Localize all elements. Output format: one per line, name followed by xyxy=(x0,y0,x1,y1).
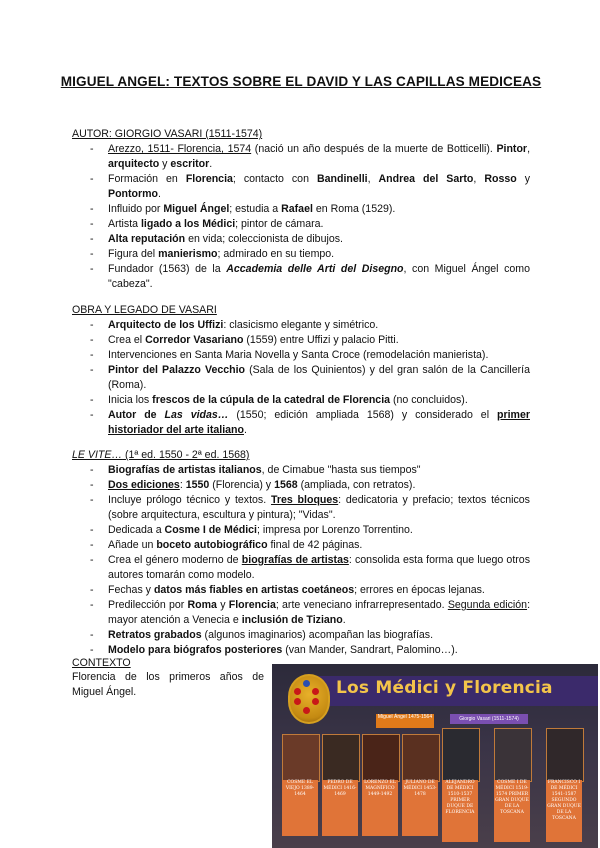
portrait-francisco xyxy=(546,728,584,782)
slide-title: Los Médici y Florencia xyxy=(336,678,553,698)
slide-tag-michelangelo: Miguel Ángel 1475-1564 xyxy=(376,714,434,728)
label-pedro: PEDRO DE MÉDICI 1416-1469 xyxy=(322,780,358,836)
label-cosme-viejo: COSME EL VIEJO 1389-1464 xyxy=(282,780,318,836)
list-item: - Crea el género moderno de biografías de artistas: consolida esta forma que luego otros autores tomarán como modelo. xyxy=(72,553,530,583)
list-item: - Arquitecto de los Uffizi: clasicismo elegante y simétrico. xyxy=(72,318,530,333)
list-item: - Crea el Corredor Vasariano (1559) entre Uffizi y palacio Pitti. xyxy=(72,333,530,348)
list-item: - Añade un boceto autobiográfico final de 42 páginas. xyxy=(72,538,530,553)
label-juliano: JULIANO DE MÉDICI 1453-1478 xyxy=(402,780,438,836)
list-item: - Figura del manierismo; admirado en su tiempo. xyxy=(72,247,530,262)
section-author xyxy=(72,127,530,292)
label-francisco: FRANCISCO I DE MÉDICI 1541-1587 SEGUNDO GRAN DUQUE DE LA TOSCANA xyxy=(546,780,582,842)
crest-ball-icon xyxy=(294,698,301,705)
list-item: - Incluye prólogo técnico y textos. Tres bloques: dedicatoria y prefacio; textos técnicos (sobre arquitectura, escultura y pintura); "Vidas". xyxy=(72,493,530,523)
portrait-pedro xyxy=(322,734,360,782)
list-item: - Formación en Florencia; contacto con Bandinelli, Andrea del Sarto, Rosso y Pontormo. xyxy=(72,172,530,202)
list-item: - Modelo para biógrafos posteriores (van Mander, Sandrart, Palomino…). xyxy=(72,643,530,658)
list-item: - Dos ediciones: 1550 (Florencia) y 1568 (ampliada, con retratos). xyxy=(72,478,530,493)
crest-ball-icon xyxy=(303,680,310,687)
works-list xyxy=(72,318,530,438)
list-item: - Pintor del Palazzo Vecchio (Sala de los Quinientos) y del gran salón de la Cancillería (Roma). xyxy=(72,363,530,393)
list-item: - Artista ligado a los Médici; pintor de cámara. xyxy=(72,217,530,232)
crest-ball-icon xyxy=(294,688,301,695)
list-item: - Autor de Las vidas… (1550; edición ampliada 1568) y considerado el primer historiador del arte italiano. xyxy=(72,408,530,438)
portrait-alejandro xyxy=(442,728,480,782)
slide-photo xyxy=(272,664,598,848)
list-item: - Alta reputación en vida; coleccionista de dibujos. xyxy=(72,232,530,247)
crest-ball-icon xyxy=(312,688,319,695)
list-item: - Arezzo, 1511- Florencia, 1574 (nació un año después de la muerte de Botticelli). Pintor, arquitecto y escritor. xyxy=(72,142,530,172)
crest-ball-icon xyxy=(303,707,310,714)
author-list xyxy=(72,142,530,292)
list-item: - Intervenciones en Santa Maria Novella y Santa Croce (remodelación manierista). xyxy=(72,348,530,363)
portrait-cosme-viejo xyxy=(282,734,320,782)
list-item: - Fechas y datos más fiables en artistas coetáneos; errores en épocas lejanas. xyxy=(72,583,530,598)
label-alejandro: ALEJANDRO DE MÉDICI 1510-1537 PRIMER DUQUE DE FLORENCIA xyxy=(442,780,478,842)
page-title: MIGUEL ANGEL: TEXTOS SOBRE EL DAVID Y LAS CAPILLAS MEDICEAS xyxy=(60,74,542,89)
section-heading-context: CONTEXTO xyxy=(72,657,131,669)
slide-tag-vasari: Giorgio Vasari (1511-1574) xyxy=(450,714,528,724)
list-item: - Retratos grabados (algunos imaginarios) acompañan las biografías. xyxy=(72,628,530,643)
list-item: - Influido por Miguel Ángel; estudia a Rafael en Roma (1529). xyxy=(72,202,530,217)
portrait-juliano xyxy=(402,734,440,782)
label-lorenzo: LORENZO EL MAGNÍFICO 1449-1492 xyxy=(362,780,398,836)
portrait-cosme-i xyxy=(494,728,532,782)
section-heading-works: OBRA Y LEGADO DE VASARI xyxy=(72,304,217,316)
portrait-lorenzo xyxy=(362,734,400,782)
crest-ball-icon xyxy=(312,698,319,705)
list-item: - Inicia los frescos de la cúpula de la catedral de Florencia (no concluidos). xyxy=(72,393,530,408)
list-item: - Predilección por Roma y Florencia; arte veneciano infrarrepresentado. Segunda edición: mayor atención a Venecia e inclusión de Tiziano. xyxy=(72,598,530,628)
section-heading-author: AUTOR: GIORGIO VASARI (1511-1574) xyxy=(72,128,263,140)
section-heading-vite: LE VITE… (1ª ed. 1550 - 2ª ed. 1568) xyxy=(72,449,250,461)
section-vite xyxy=(72,448,530,658)
list-item: - Dedicada a Cosme I de Médici; impresa por Lorenzo Torrentino. xyxy=(72,523,530,538)
label-cosme-i: COSME I DE MÉDICI 1519-1574 PRIMER GRAN DUQUE DE LA TOSCANA xyxy=(494,780,530,842)
section-works xyxy=(72,303,530,438)
context-text: Florencia de los primeros años de Miguel Ángel. xyxy=(72,671,264,698)
vite-list xyxy=(72,463,530,658)
list-item: - Fundador (1563) de la Accademia delle Arti del Disegno, con Miguel Ángel como "cabeza". xyxy=(72,262,530,292)
section-context xyxy=(72,656,272,671)
list-item: - Biografías de artistas italianos, de Cimabue "hasta sus tiempos" xyxy=(72,463,530,478)
